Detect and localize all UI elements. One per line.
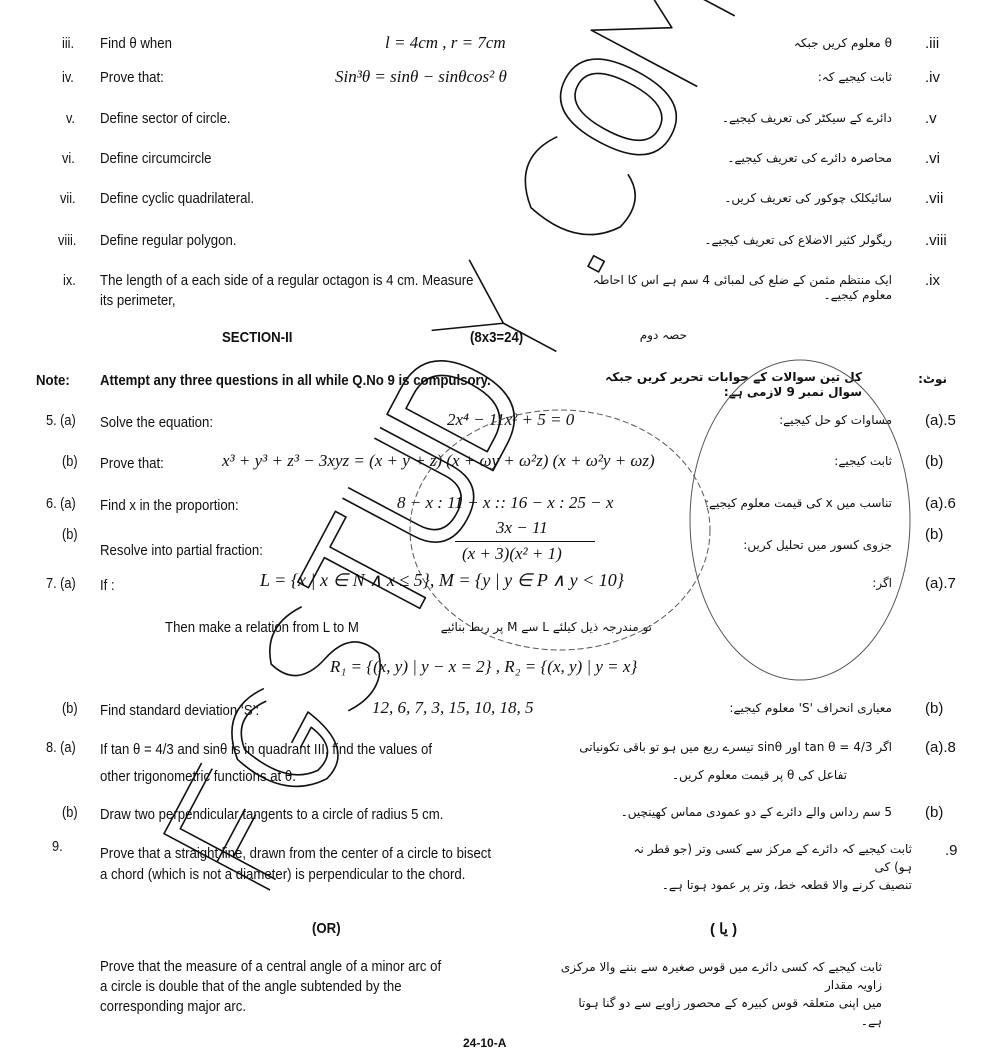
question-math: 8 − x : 11 − x :: 16 − x : 25 − x [397, 493, 614, 512]
item-urdu-num: .iv [925, 69, 940, 86]
item-urdu-block [580, 273, 892, 303]
question-text: If : [100, 577, 115, 594]
item-num: v. [66, 110, 75, 127]
question-urdu-num: .9 [945, 842, 958, 859]
question-text-line2: other trigonometric functions at θ. [100, 768, 296, 785]
item-urdu: θ معلوم کریں جبکہ [793, 36, 892, 50]
question-urdu: 5 سم رداس والے دائرے کے دو عمودی مماس کھینچیں۔ [620, 805, 892, 819]
question-math: L = {x | x ∈ N ∧ x ≤ 5}, M = {y | y ∈ P ∧ y < 10} [260, 570, 625, 590]
item-text: Find θ when [100, 35, 172, 52]
section-title-urdu: حصہ دوم [639, 328, 687, 342]
question-urdu-block [615, 840, 912, 894]
or-label: (OR) [312, 920, 341, 937]
question-text: Solve the equation: [100, 414, 214, 431]
or-label-urdu: ( یا ) [710, 921, 738, 938]
item-urdu: سائیکلک چوکور کی تعریف کریں۔ [724, 191, 892, 205]
item-text: Define sector of circle. [100, 110, 231, 127]
question-text: Find x in the proportion: [100, 497, 239, 514]
alt-text-line1: Prove that the measure of a central angle of a minor arc of [100, 958, 442, 975]
watermark-circle [410, 410, 710, 650]
question-urdu: معیاری انحراف 'S' معلوم کیجیے: [729, 701, 892, 715]
note-urdu-label: نوٹ: [918, 372, 947, 386]
note-urdu: کل تین سوالات کے جوابات تحریر کریں جبکہ سوال نمبر 9 لازمی ہے: [605, 370, 862, 399]
question-urdu-num: (b) [925, 700, 944, 717]
fraction-numerator: 3x − 11 [496, 518, 548, 537]
alt-urdu-line1: ثابت کیجیے کہ کسی دائرے میں قوس صغیرہ سے بننے والا مرکزی زاویہ مقدار [560, 960, 882, 992]
question-urdu-num: (b) [925, 526, 944, 543]
item-urdu: ریگولر کثیر الاضلاع کی تعریف کیجیے۔ [704, 233, 892, 247]
question-urdu-line2: تنصیف کرنے والا قطعہ خط، وتر پر عمود ہوتا ہے۔ [661, 878, 912, 892]
question-text: If tan θ = 4/3 and sinθ is in quadrant III, find the values of [100, 741, 433, 758]
question-math: R₁ = {(x, y) | y − x = 2} , R₂ = {(x, y) | y = x} [330, 657, 638, 676]
alt-text-line2: a circle is double that of the angle subtended by the [100, 978, 402, 995]
section-title: SECTION-II [222, 329, 293, 346]
alt-urdu-line2: میں اپنی متعلقہ قوس کبیرہ کے محصور زاویے سے دو گنا ہوتا ہے۔ [578, 996, 882, 1028]
question-num: (b) [62, 804, 78, 821]
item-urdu: دائرے کے سیکٹر کی تعریف کیجیے۔ [721, 111, 892, 125]
item-text: Define regular polygon. [100, 232, 237, 249]
item-text: Define circumcircle [100, 150, 212, 167]
question-math: x³ + y³ + z³ − 3xyz = (x + y + z) (x + ωy + ω²z) (x + ω²y + ωz) [222, 451, 655, 470]
item-urdu-num: .ix [925, 272, 940, 289]
alt-text-line3: corresponding major arc. [100, 998, 247, 1015]
note-text: Attempt any three questions in all while Q.No 9 is compulsory. [100, 372, 491, 389]
question-num: (b) [62, 526, 78, 543]
question-text: Resolve into partial fraction: [100, 542, 263, 559]
question-math: 2x⁴ − 11x² + 5 = 0 [447, 410, 575, 429]
paper-code: 24-10-A [463, 1036, 507, 1050]
item-urdu-num: .viii [925, 232, 947, 249]
question-text: Prove that: [100, 455, 164, 472]
question-urdu: اگر: [872, 576, 892, 590]
watermark-circle [690, 360, 910, 680]
item-urdu-num: .v [925, 110, 937, 127]
question-text: Draw two perpendicular tangents to a circle of radius 5 cm. [100, 806, 444, 823]
note-label: Note: [36, 372, 70, 389]
question-urdu-num: (a).8 [925, 739, 956, 756]
question-urdu-num: (a).5 [925, 412, 956, 429]
question-urdu-num: (a).6 [925, 495, 956, 512]
question-num: 9. [52, 838, 63, 855]
item-num: iii. [62, 35, 75, 52]
item-urdu-num: .vii [925, 190, 944, 207]
question-text-line2: a chord (which is not a diameter) is perpendicular to the chord. [100, 866, 466, 883]
fraction-denominator: (x + 3)(x² + 1) [462, 544, 562, 563]
question-urdu: ثابت کیجیے کہ دائرے کے مرکز سے کسی وتر (جو قطر نہ ہو) کی [633, 842, 912, 874]
fraction-bar [455, 541, 595, 542]
item-num: vii. [60, 190, 76, 207]
item-urdu: ثابت کیجیے کہ: [817, 70, 892, 84]
question-urdu-line2: تفاعل کی θ پر قیمت معلوم کریں۔ [672, 768, 847, 782]
item-text: The length of a each side of a regular octagon is 4 cm. Measure [100, 272, 474, 289]
item-math: l = 4cm , r = 7cm [385, 33, 506, 52]
item-math: Sin³θ = sinθ − sinθcos² θ [335, 67, 507, 86]
item-urdu-num: .iii [925, 35, 940, 52]
question-num: (b) [62, 700, 78, 717]
question-urdu-num: (b) [925, 453, 944, 470]
question-urdu: ثابت کیجیے: [834, 454, 892, 468]
question-urdu-num: (a).7 [925, 575, 956, 592]
item-urdu: محاصرہ دائرے کی تعریف کیجیے۔ [727, 151, 892, 165]
item-text: Prove that: [100, 69, 164, 86]
item-urdu: ایک منتظم مثمن کے ضلع کی لمبائی 4 سم ہے اس کا احاطہ معلوم کیجیے۔ [592, 273, 892, 302]
question-urdu: جزوی کسور میں تحلیل کریں: [743, 538, 892, 552]
item-text: Define cyclic quadrilateral. [100, 190, 255, 207]
item-num: vi. [62, 150, 75, 167]
question-text: Then make a relation from L to M [165, 619, 359, 636]
question-num: 5. (a) [46, 412, 76, 429]
question-text: Find standard deviation ‘S’: [100, 702, 260, 719]
question-urdu: اگر tan θ = 4/3 اور sinθ تیسرے ربع میں ہو تو باقی تکونیاتی [579, 740, 892, 754]
note-urdu-block [585, 370, 862, 400]
item-num: ix. [63, 272, 76, 289]
question-urdu: مساوات کو حل کیجیے: [779, 413, 892, 427]
question-num: 6. (a) [46, 495, 76, 512]
item-urdu-num: .vi [925, 150, 940, 167]
question-urdu-num: (b) [925, 804, 944, 821]
question-urdu: تناسب میں x کی قیمت معلوم کیجیے: [704, 496, 892, 510]
section-marks: (8x3=24) [470, 329, 524, 346]
question-text: Prove that a straight line, drawn from the center of a circle to bisect [100, 845, 492, 862]
item-text-line2: its perimeter, [100, 292, 176, 309]
alt-urdu-block [560, 958, 882, 1030]
question-urdu: تو مندرجہ ذیل کیلئے L سے M پر ربط بنائیے [440, 620, 652, 634]
question-num: (b) [62, 453, 78, 470]
question-math: 12, 6, 7, 3, 15, 10, 18, 5 [372, 698, 534, 717]
item-num: iv. [62, 69, 74, 86]
item-num: viii. [58, 232, 77, 249]
question-num: 8. (a) [46, 739, 76, 756]
question-num: 7. (a) [46, 575, 76, 592]
